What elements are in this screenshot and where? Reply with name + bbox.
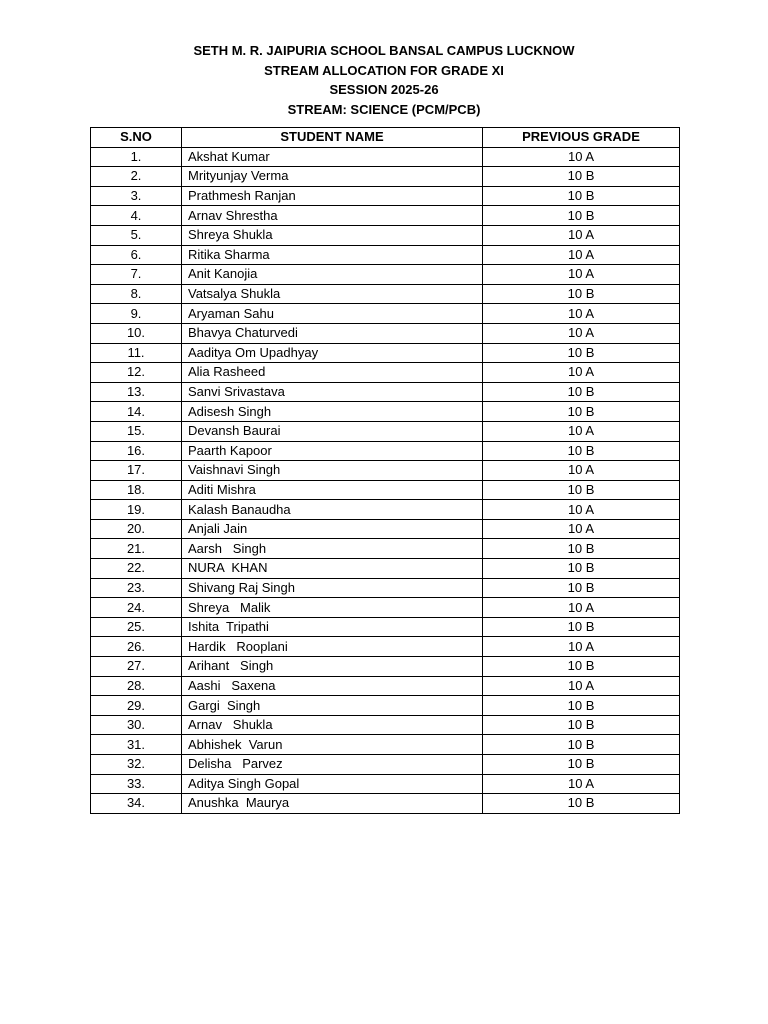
student-name-cell: Anit Kanojia xyxy=(182,265,483,285)
previous-grade-cell: 10 A xyxy=(483,598,680,618)
previous-grade-cell: 10 A xyxy=(483,245,680,265)
table-row xyxy=(91,421,680,441)
student-name-cell: Adisesh Singh xyxy=(182,402,483,422)
table-row xyxy=(91,206,680,226)
student-name-cell: Sanvi Srivastava xyxy=(182,382,483,402)
previous-grade-cell: 10 B xyxy=(483,480,680,500)
table-row xyxy=(91,441,680,461)
table-row xyxy=(91,578,680,598)
serial-number-cell: 2. xyxy=(91,167,182,187)
serial-number-cell: 7. xyxy=(91,265,182,285)
column-header-previous-grade: PREVIOUS GRADE xyxy=(483,128,680,148)
table-row xyxy=(91,284,680,304)
document-header xyxy=(0,41,768,119)
student-name-cell: Arnav Shukla xyxy=(182,715,483,735)
table-row xyxy=(91,519,680,539)
student-name-cell: NURA KHAN xyxy=(182,559,483,579)
previous-grade-cell: 10 B xyxy=(483,343,680,363)
serial-number-cell: 6. xyxy=(91,245,182,265)
table-row xyxy=(91,225,680,245)
student-name-cell: Akshat Kumar xyxy=(182,147,483,167)
serial-number-cell: 32. xyxy=(91,755,182,775)
student-name-cell: Paarth Kapoor xyxy=(182,441,483,461)
serial-number-cell: 34. xyxy=(91,794,182,814)
previous-grade-cell: 10 A xyxy=(483,147,680,167)
previous-grade-cell: 10 B xyxy=(483,715,680,735)
serial-number-cell: 31. xyxy=(91,735,182,755)
previous-grade-cell: 10 A xyxy=(483,265,680,285)
table-row xyxy=(91,676,680,696)
table-row xyxy=(91,265,680,285)
serial-number-cell: 28. xyxy=(91,676,182,696)
table-row xyxy=(91,715,680,735)
student-table xyxy=(90,127,680,814)
serial-number-cell: 29. xyxy=(91,696,182,716)
student-name-cell: Devansh Baurai xyxy=(182,421,483,441)
previous-grade-cell: 10 B xyxy=(483,441,680,461)
table-row xyxy=(91,794,680,814)
previous-grade-cell: 10 B xyxy=(483,735,680,755)
table-row xyxy=(91,598,680,618)
session-label: SESSION 2025-26 xyxy=(329,82,439,97)
serial-number-cell: 8. xyxy=(91,284,182,304)
previous-grade-cell: 10 B xyxy=(483,559,680,579)
serial-number-cell: 19. xyxy=(91,500,182,520)
table-row xyxy=(91,245,680,265)
previous-grade-cell: 10 A xyxy=(483,323,680,343)
student-name-cell: Bhavya Chaturvedi xyxy=(182,323,483,343)
previous-grade-cell: 10 A xyxy=(483,774,680,794)
previous-grade-cell: 10 B xyxy=(483,657,680,677)
previous-grade-cell: 10 A xyxy=(483,304,680,324)
serial-number-cell: 11. xyxy=(91,343,182,363)
previous-grade-cell: 10 B xyxy=(483,696,680,716)
serial-number-cell: 1. xyxy=(91,147,182,167)
previous-grade-cell: 10 B xyxy=(483,167,680,187)
student-name-cell: Aryaman Sahu xyxy=(182,304,483,324)
previous-grade-cell: 10 A xyxy=(483,461,680,481)
table-row xyxy=(91,539,680,559)
student-name-cell: Aditi Mishra xyxy=(182,480,483,500)
student-name-cell: Mrityunjay Verma xyxy=(182,167,483,187)
previous-grade-cell: 10 A xyxy=(483,421,680,441)
student-name-cell: Ishita Tripathi xyxy=(182,617,483,637)
table-row xyxy=(91,735,680,755)
previous-grade-cell: 10 A xyxy=(483,363,680,383)
student-name-cell: Ritika Sharma xyxy=(182,245,483,265)
table-row xyxy=(91,461,680,481)
serial-number-cell: 15. xyxy=(91,421,182,441)
student-name-cell: Anushka Maurya xyxy=(182,794,483,814)
serial-number-cell: 22. xyxy=(91,559,182,579)
table-row xyxy=(91,774,680,794)
student-name-cell: Aarsh Singh xyxy=(182,539,483,559)
serial-number-cell: 20. xyxy=(91,519,182,539)
serial-number-cell: 3. xyxy=(91,186,182,206)
serial-number-cell: 16. xyxy=(91,441,182,461)
previous-grade-cell: 10 A xyxy=(483,225,680,245)
table-row xyxy=(91,696,680,716)
table-row xyxy=(91,559,680,579)
student-name-cell: Shreya Shukla xyxy=(182,225,483,245)
student-name-cell: Arnav Shrestha xyxy=(182,206,483,226)
table-row xyxy=(91,637,680,657)
table-row xyxy=(91,480,680,500)
serial-number-cell: 5. xyxy=(91,225,182,245)
student-name-cell: Abhishek Varun xyxy=(182,735,483,755)
serial-number-cell: 30. xyxy=(91,715,182,735)
serial-number-cell: 4. xyxy=(91,206,182,226)
table-row xyxy=(91,382,680,402)
previous-grade-cell: 10 B xyxy=(483,382,680,402)
stream-label: STREAM: SCIENCE (PCM/PCB) xyxy=(287,101,481,117)
student-name-cell: Aditya Singh Gopal xyxy=(182,774,483,794)
table-row xyxy=(91,343,680,363)
student-name-cell: Anjali Jain xyxy=(182,519,483,539)
serial-number-cell: 18. xyxy=(91,480,182,500)
table-row xyxy=(91,363,680,383)
student-name-cell: Kalash Banaudha xyxy=(182,500,483,520)
student-name-cell: Shivang Raj Singh xyxy=(182,578,483,598)
student-name-cell: Alia Rasheed xyxy=(182,363,483,383)
previous-grade-cell: 10 B xyxy=(483,578,680,598)
previous-grade-cell: 10 A xyxy=(483,637,680,657)
table-row xyxy=(91,186,680,206)
student-name-cell: Shreya Malik xyxy=(182,598,483,618)
serial-number-cell: 9. xyxy=(91,304,182,324)
previous-grade-cell: 10 B xyxy=(483,755,680,775)
table-header-row xyxy=(91,128,680,148)
student-name-cell: Hardik Rooplani xyxy=(182,637,483,657)
student-name-cell: Prathmesh Ranjan xyxy=(182,186,483,206)
previous-grade-cell: 10 B xyxy=(483,539,680,559)
table-row xyxy=(91,147,680,167)
previous-grade-cell: 10 B xyxy=(483,206,680,226)
serial-number-cell: 10. xyxy=(91,323,182,343)
table-row xyxy=(91,323,680,343)
student-name-cell: Aashi Saxena xyxy=(182,676,483,696)
student-name-cell: Vatsalya Shukla xyxy=(182,284,483,304)
serial-number-cell: 21. xyxy=(91,539,182,559)
serial-number-cell: 33. xyxy=(91,774,182,794)
table-row xyxy=(91,500,680,520)
previous-grade-cell: 10 A xyxy=(483,500,680,520)
serial-number-cell: 27. xyxy=(91,657,182,677)
table-row xyxy=(91,402,680,422)
serial-number-cell: 25. xyxy=(91,617,182,637)
serial-number-cell: 26. xyxy=(91,637,182,657)
student-name-cell: Gargi Singh xyxy=(182,696,483,716)
table-row xyxy=(91,657,680,677)
student-name-cell: Vaishnavi Singh xyxy=(182,461,483,481)
serial-number-cell: 14. xyxy=(91,402,182,422)
previous-grade-cell: 10 B xyxy=(483,617,680,637)
previous-grade-cell: 10 A xyxy=(483,519,680,539)
serial-number-cell: 12. xyxy=(91,363,182,383)
table-row xyxy=(91,167,680,187)
previous-grade-cell: 10 B xyxy=(483,794,680,814)
column-header-sno: S.NO xyxy=(91,128,182,148)
previous-grade-cell: 10 B xyxy=(483,284,680,304)
student-name-cell: Aaditya Om Upadhyay xyxy=(182,343,483,363)
table-row xyxy=(91,755,680,775)
table-body xyxy=(91,147,680,813)
previous-grade-cell: 10 A xyxy=(483,676,680,696)
serial-number-cell: 23. xyxy=(91,578,182,598)
student-name-cell: Arihant Singh xyxy=(182,657,483,677)
table-row xyxy=(91,617,680,637)
table-row xyxy=(91,304,680,324)
school-name: SETH M. R. JAIPURIA SCHOOL BANSAL CAMPUS LUCKNOW xyxy=(193,43,575,58)
serial-number-cell: 17. xyxy=(91,461,182,481)
student-name-cell: Delisha Parvez xyxy=(182,755,483,775)
document-title: STREAM ALLOCATION FOR GRADE XI xyxy=(264,62,504,78)
serial-number-cell: 24. xyxy=(91,598,182,618)
column-header-student-name: STUDENT NAME xyxy=(182,128,483,148)
serial-number-cell: 13. xyxy=(91,382,182,402)
previous-grade-cell: 10 B xyxy=(483,402,680,422)
previous-grade-cell: 10 B xyxy=(483,186,680,206)
